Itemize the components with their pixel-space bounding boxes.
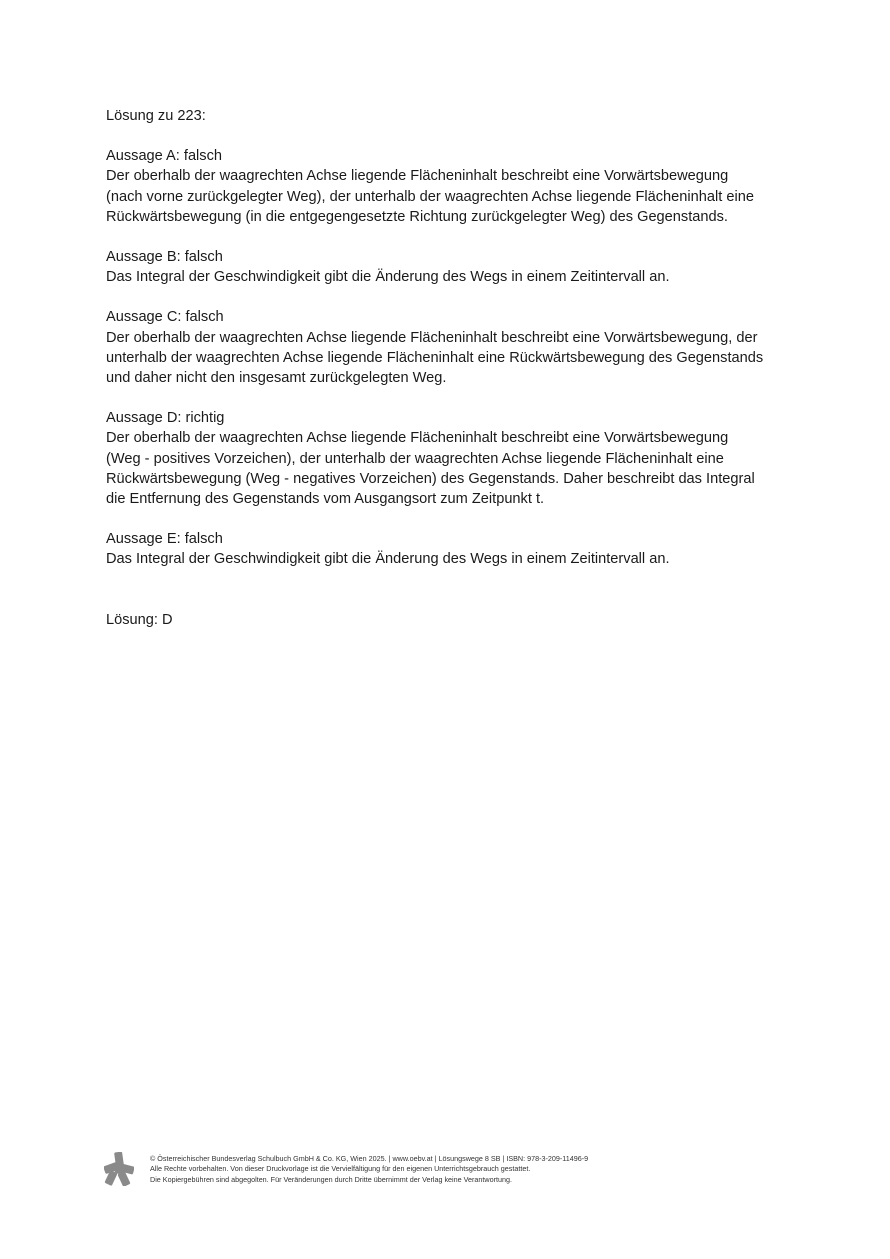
statement-a [106, 146, 796, 227]
statement-line: Der oberhalb der waagrechten Achse liegende Flächeninhalt beschreibt eine Vorwärtsbewegung [106, 168, 729, 185]
statement-line: (nach vorne zurückgelegter Weg), der unterhalb der waagrechten Achse liegende Flächeninhalt eine [106, 188, 754, 205]
footer-line: Die Kopiergebühren sind abgegolten. Für Veränderungen durch Dritte übernimmt der Verlag keine Verantwortung. [150, 1174, 512, 1184]
statement-heading: Aussage B: falsch [106, 249, 223, 266]
statement-line: unterhalb der waagrechten Achse liegende Flächeninhalt eine Rückwärtsbewegung des Gegenstands [106, 349, 764, 366]
statement-line: Der oberhalb der waagrechten Achse liegende Flächeninhalt beschreibt eine Vorwärtsbewegung [106, 430, 729, 447]
statement-line: und daher nicht den insgesamt zurückgelegten Weg. [106, 370, 447, 387]
footer-copyright [150, 1154, 588, 1185]
statement-line: Das Integral der Geschwindigkeit gibt die Änderung des Wegs in einem Zeitintervall an. [106, 551, 670, 568]
footer-line: Alle Rechte vorbehalten. Von dieser Druckvorlage ist die Vervielfältigung für den eigenen Unterrichtsgebrauch gestattet. [150, 1164, 531, 1174]
page-title: Lösung zu 223: [106, 108, 206, 124]
statement-line: die Entfernung des Gegenstands vom Ausgangsort zum Zeitpunkt t. [106, 491, 545, 508]
statement-heading: Aussage D: richtig [106, 410, 225, 427]
statement-c [106, 307, 796, 388]
statement-e [106, 529, 796, 569]
solution-text: Lösung: D [106, 611, 173, 628]
statement-line: Rückwärtsbewegung (Weg - negatives Vorzeichen) des Gegenstands. Daher beschreibt das Integral [106, 470, 755, 487]
statement-line: (Weg - positives Vorzeichen), der unterhalb der waagrechten Achse liegende Flächeninhalt eine [106, 450, 724, 467]
statement-heading: Aussage E: falsch [106, 531, 223, 548]
statement-heading: Aussage C: falsch [106, 309, 224, 326]
page-footer [104, 1152, 804, 1192]
statement-line: Der oberhalb der waagrechten Achse liegende Flächeninhalt beschreibt eine Vorwärtsbewegung, der [106, 329, 758, 346]
statement-d [106, 408, 796, 509]
statement-line: Rückwärtsbewegung (in die entgegengesetzte Richtung zurückgelegter Weg) des Gegenstands. [106, 208, 728, 225]
footer-line: © Österreichischer Bundesverlag Schulbuch GmbH & Co. KG, Wien 2025. | www.oebv.at | Lösungswege 8 SB | ISBN: 978-3-209-11496-9 [150, 1154, 589, 1163]
statement-line: Das Integral der Geschwindigkeit gibt die Änderung des Wegs in einem Zeitintervall an. [106, 269, 670, 286]
publisher-logo-icon [104, 1152, 134, 1186]
statement-b [106, 247, 796, 287]
statement-heading: Aussage A: falsch [106, 148, 223, 165]
document-body [106, 106, 796, 644]
